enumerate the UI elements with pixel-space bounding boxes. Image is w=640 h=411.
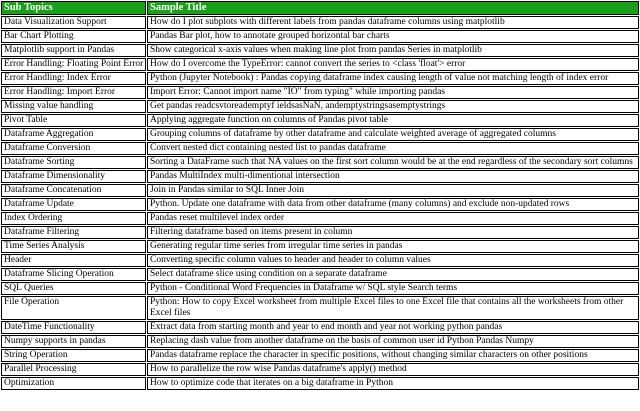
sub-topic-cell: Header — [1, 254, 146, 267]
table-row — [1, 142, 639, 155]
sub-topic-cell: Dataframe Filtering — [1, 226, 146, 239]
sub-topic-cell: SQL Queries — [1, 282, 146, 295]
column-header-sub-topics: Sub Topics — [1, 1, 146, 15]
sub-topic-cell: Numpy supports in pandas — [1, 335, 146, 348]
table-row — [1, 321, 639, 334]
column-header-sample-title: Sample Title — [147, 1, 639, 15]
sub-topic-cell: Error Handling: Import Error — [1, 86, 146, 99]
sample-title-cell: Applying aggregate function on columns of Pandas pivot table — [147, 114, 639, 127]
sample-title-cell: Select dataframe slice using condition on a separate dataframe — [147, 268, 639, 281]
sub-topic-cell: Parallel Processing — [1, 363, 146, 376]
table-body — [1, 16, 639, 390]
sub-topic-cell: Time Series Analysis — [1, 240, 146, 253]
table-row — [1, 254, 639, 267]
sample-title-cell: Pandas dataframe replace the character in specific positions, without changing similar characters on other positions — [147, 349, 639, 362]
table-row — [1, 100, 639, 113]
sub-topic-cell: Optimization — [1, 377, 146, 390]
sample-title-cell: Pandas reset multilevel index order — [147, 212, 639, 225]
table-row — [1, 44, 639, 57]
table-row — [1, 198, 639, 211]
sub-topic-cell: Dataframe Concatenation — [1, 184, 146, 197]
sub-topic-cell: Dataframe Conversion — [1, 142, 146, 155]
sample-title-cell: Sorting a DataFrame such that NA values on the first sort column would be at the end regardless of the secondary sort columns — [147, 156, 639, 169]
table-row — [1, 268, 639, 281]
table-row — [1, 58, 639, 71]
sample-title-cell: Pandas MultiIndex multi-dimentional intersection — [147, 170, 639, 183]
sample-title-cell: Show categorical x-axis values when making line plot from pandas Series in matplotlib — [147, 44, 639, 57]
sub-topic-cell: Pivot Table — [1, 114, 146, 127]
sample-title-cell: Python: How to copy Excel worksheet from multiple Excel files to one Excel file that contains all the worksheets from other Excel files — [147, 296, 639, 320]
table-row — [1, 170, 639, 183]
sample-title-cell: Filtering dataframe based on items present in column — [147, 226, 639, 239]
sub-topic-cell: Data Visualization Support — [1, 16, 146, 29]
sample-title-cell: Converting specific column values to header and header to column values — [147, 254, 639, 267]
sample-title-cell: How to parallelize the row wise Pandas dataframe's apply() method — [147, 363, 639, 376]
header-row — [1, 1, 639, 15]
sub-topic-cell: DateTime Functionality — [1, 321, 146, 334]
sample-title-cell: Grouping columns of dataframe by other dataframe and calculate weighted average of aggregated columns — [147, 128, 639, 141]
sample-title-cell: Import Error: Cannot import name "IO" from typing" while importing pandas — [147, 86, 639, 99]
sub-topic-cell: Error Handling: Floating Point Error — [1, 58, 146, 71]
sample-title-cell: Convert nested dict containing nested list to pandas dataframe — [147, 142, 639, 155]
table-row — [1, 363, 639, 376]
table-row — [1, 296, 639, 320]
table-row — [1, 128, 639, 141]
sub-topic-cell: Missing value handling — [1, 100, 146, 113]
sample-title-cell: How to optimize code that iterates on a big dataframe in Python — [147, 377, 639, 390]
sample-title-cell: Pandas Bar plot, how to annotate grouped horizontal bar charts — [147, 30, 639, 43]
table-row — [1, 184, 639, 197]
sample-title-cell: Python - Conditional Word Frequencies in Dataframe w/ SQL style Search terms — [147, 282, 639, 295]
table-row — [1, 212, 639, 225]
sub-topic-cell: Bar Chart Plotting — [1, 30, 146, 43]
table-row — [1, 335, 639, 348]
sub-topic-cell: File Operation — [1, 296, 146, 320]
sample-title-cell: Join in Pandas similar to SQL Inner Join — [147, 184, 639, 197]
table-row — [1, 72, 639, 85]
sub-topic-cell: Dataframe Sorting — [1, 156, 146, 169]
sub-topic-cell: String Operation — [1, 349, 146, 362]
sample-title-cell: Python (Jupyter Notebook) : Pandas copying dataframe index causing length of value not matching length of index error — [147, 72, 639, 85]
sub-topic-cell: Matplotlib support in Pandas — [1, 44, 146, 57]
table-row — [1, 282, 639, 295]
table-row — [1, 16, 639, 29]
table-row — [1, 86, 639, 99]
sub-topic-cell: Dataframe Slicing Operation — [1, 268, 146, 281]
table-row — [1, 240, 639, 253]
sample-title-cell: Generating regular time series from irregular time series in pandas — [147, 240, 639, 253]
table-row — [1, 226, 639, 239]
table-row — [1, 349, 639, 362]
sub-topic-cell: Index Ordering — [1, 212, 146, 225]
sample-title-cell: Get pandas readcsvtoreademptyf ieldsasNaN, andemptystringsasemptystrings — [147, 100, 639, 113]
sample-title-cell: How do I overcome the TypeError: cannot convert the series to <class 'float'> error — [147, 58, 639, 71]
table-row — [1, 30, 639, 43]
sample-title-cell: How do I plot subplots with different labels from pandas dataframe columns using matplotlib — [147, 16, 639, 29]
table-row — [1, 377, 639, 390]
sample-title-cell: Replacing dash value from another dataframe on the basis of common user id Python Pandas Numpy — [147, 335, 639, 348]
sub-topic-cell: Dataframe Dimensionality — [1, 170, 146, 183]
sub-topic-cell: Dataframe Aggregation — [1, 128, 146, 141]
sub-topic-cell: Error Handling: Index Error — [1, 72, 146, 85]
sample-title-cell: Python. Update one dataframe with data from other dataframe (many columns) and exclude non-updated rows — [147, 198, 639, 211]
table-row — [1, 114, 639, 127]
sub-topic-cell: Dataframe Update — [1, 198, 146, 211]
sample-title-cell: Extract data from starting month and year to end month and year not working python pandas — [147, 321, 639, 334]
table-row — [1, 156, 639, 169]
